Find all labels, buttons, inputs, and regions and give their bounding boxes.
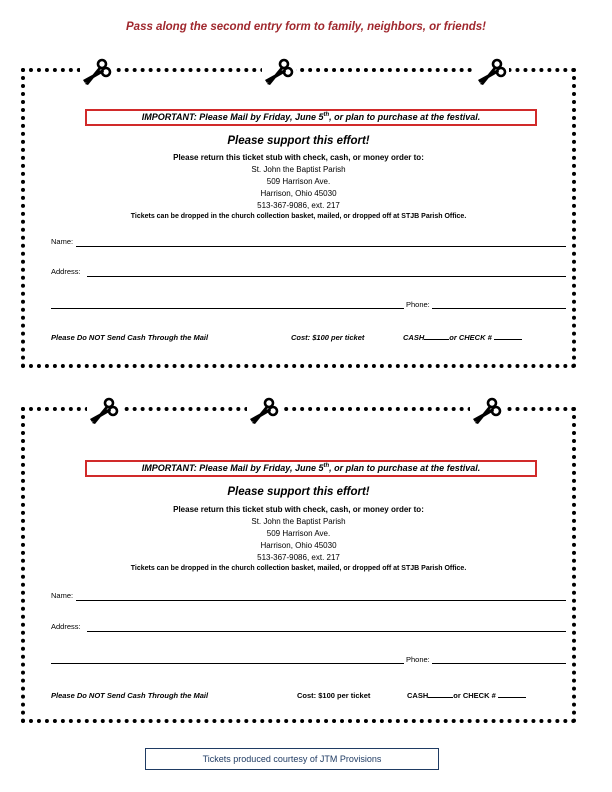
address-label: Address: <box>51 622 81 631</box>
check-number-field[interactable] <box>498 696 526 698</box>
phone-label: Phone: <box>406 655 430 664</box>
phone-field[interactable] <box>432 308 566 309</box>
return-instruction: Please return this ticket stub with check, cash, or money order to: <box>173 505 424 514</box>
address-line-4: 513-367-9086, ext. 217 <box>257 553 340 562</box>
payment-method: CASH or CHECK # <box>407 691 526 700</box>
ticket-stub-1 <box>21 68 576 368</box>
scissors-icon <box>475 54 509 88</box>
dropoff-note: Tickets can be dropped in the church collection basket, mailed, or dropped off at STJB Parish Office. <box>130 565 467 572</box>
ticket-stub-2 <box>21 407 576 723</box>
dropoff-note: Tickets can be dropped in the church collection basket, mailed, or dropped off at STJB Parish Office. <box>130 213 467 220</box>
phone-field[interactable] <box>432 663 566 664</box>
address-line-3: Harrison, Ohio 45030 <box>260 189 337 198</box>
important-notice: IMPORTANT: Please Mail by Friday, June 5th, or plan to purchase at the festival. <box>85 109 537 126</box>
credit-box: Tickets produced courtesy of JTM Provisions <box>145 748 439 770</box>
payment-method: CASH or CHECK # <box>403 333 522 342</box>
phone-label: Phone: <box>406 300 430 309</box>
address-line-2: 509 Harrison Ave. <box>266 177 331 186</box>
no-cash-note: Please Do NOT Send Cash Through the Mail <box>51 333 209 342</box>
name-field[interactable] <box>76 600 566 601</box>
address-field-2[interactable] <box>51 663 404 664</box>
address-line-4: 513-367-9086, ext. 217 <box>257 201 340 210</box>
address-line-2: 509 Harrison Ave. <box>266 529 331 538</box>
name-label: Name: <box>51 591 74 600</box>
address-line-1: St. John the Baptist Parish <box>251 165 346 174</box>
important-notice: IMPORTANT: Please Mail by Friday, June 5th, or plan to purchase at the festival. <box>85 460 537 477</box>
return-instruction: Please return this ticket stub with check, cash, or money order to: <box>173 153 424 162</box>
top-note: Pass along the second entry form to family, neighbors, or friends! <box>126 21 486 33</box>
cash-field[interactable] <box>428 696 453 698</box>
address-line-1: St. John the Baptist Parish <box>251 517 346 526</box>
address-field[interactable] <box>87 631 566 632</box>
scissors-icon <box>87 393 121 427</box>
check-number-field[interactable] <box>494 338 522 340</box>
scissors-icon <box>262 54 296 88</box>
no-cash-note: Please Do NOT Send Cash Through the Mail <box>51 691 209 700</box>
address-label: Address: <box>51 267 81 276</box>
support-heading: Please support this effort! <box>227 486 370 498</box>
cash-field[interactable] <box>424 338 449 340</box>
scissors-icon <box>470 393 504 427</box>
name-label: Name: <box>51 237 74 246</box>
scissors-icon <box>80 54 114 88</box>
address-field-2[interactable] <box>51 308 404 309</box>
address-field[interactable] <box>87 276 566 277</box>
cost-note: Cost: $100 per ticket <box>297 691 371 700</box>
cost-note: Cost: $100 per ticket <box>291 333 365 342</box>
address-line-3: Harrison, Ohio 45030 <box>260 541 337 550</box>
support-heading: Please support this effort! <box>227 135 370 147</box>
name-field[interactable] <box>76 246 566 247</box>
scissors-icon <box>247 393 281 427</box>
